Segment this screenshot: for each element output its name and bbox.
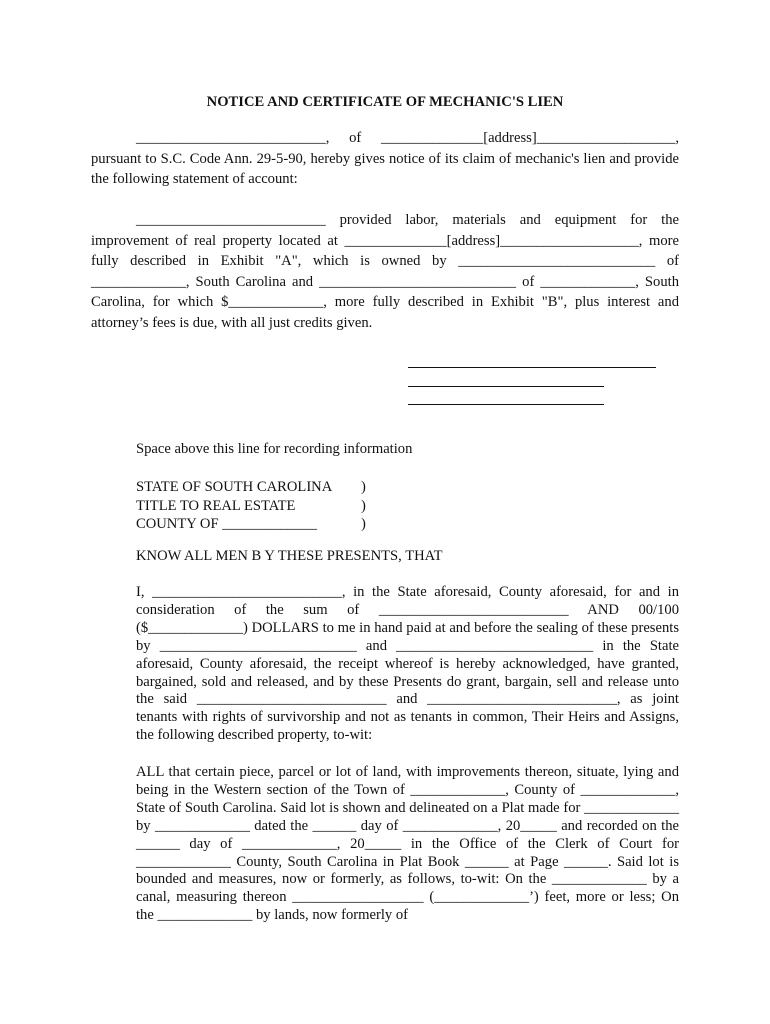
statement-of-account-paragraph: __________________________ provided labor, materials and equipment for the improvement of real property located at ______________[address]___________________, more fully described in Exhibit "A", which is owned by ___________________________ of _____________, South Carolina and ___________________________ of _____________, South Carolina, for which $_____________, more fully described in Exhibit "B", plus interest and attorney’s fees is due, with all just credits given. (91, 212, 679, 331)
county-row (136, 515, 679, 534)
lien-claim-paragraph: __________________________, of ______________[address]___________________, pursuant to S.C. Code Ann. 29-5-90, hereby gives notice of its claim of mechanic's lien and provide the following statement of account: (91, 130, 679, 187)
document-title: NOTICE AND CERTIFICATE OF MECHANIC'S LIEN (206, 94, 564, 110)
caption-paren: ) (361, 479, 366, 495)
know-all-men-heading: KNOW ALL MEN B Y THESE PRESENTS, THAT (136, 548, 443, 564)
caption-paren: ) (361, 497, 366, 514)
state-label: STATE OF SOUTH CAROLINA (136, 479, 333, 495)
signature-line-3 (408, 404, 604, 405)
land-description-paragraph: ALL that certain piece, parcel or lot of land, with improvements thereon, situate, lying and being in the Western section of the Town of _____________, County of _____________, State of South Carolina. Said lot is shown and delineated on a Plat made for _____________ by _____________ dated the ______ day of _____________, 20_____ and recorded on the ______ day of _____________, 20_____ in the Office of the Clerk of Court for _____________ County, South Carolina in Plat Book ______ at Page ______. Said lot is bounded and measures, now or formerly, as follows, to-wit: On the _____________ by a canal, measuring thereon __________________ (_____________’) feet, more or less; On the _____________ by lands, now formerly of (136, 764, 679, 924)
state-caption-block (136, 478, 679, 534)
title-label: TITLE TO REAL ESTATE (136, 497, 296, 514)
signature-line-1 (408, 367, 656, 368)
deed-conveyance-paragraph: I, __________________________, in the State aforesaid, County aforesaid, for and in consideration of the sum of __________________________ AND 00/100 ($_____________) DOLLARS to me in hand paid at and before the sealing of these presents by ___________________________ and ___________________________ in the State aforesaid, County aforesaid, the receipt whereof is hereby acknowledged, have granted, bargained, sold and released, and by these Presents do grant, bargain, sell and release unto the said __________________________ and __________________________, as joint tenants with rights of survivorship and not as tenants in common, Their Heirs and Assigns, the following described property, to-wit: (136, 584, 679, 744)
state-row (136, 478, 679, 497)
recording-note: Space above this line for recording information (136, 441, 413, 457)
county-label: COUNTY OF _____________ (136, 516, 318, 532)
signature-line-2 (408, 386, 604, 387)
caption-paren: ) (361, 516, 366, 532)
title-row (136, 497, 679, 516)
